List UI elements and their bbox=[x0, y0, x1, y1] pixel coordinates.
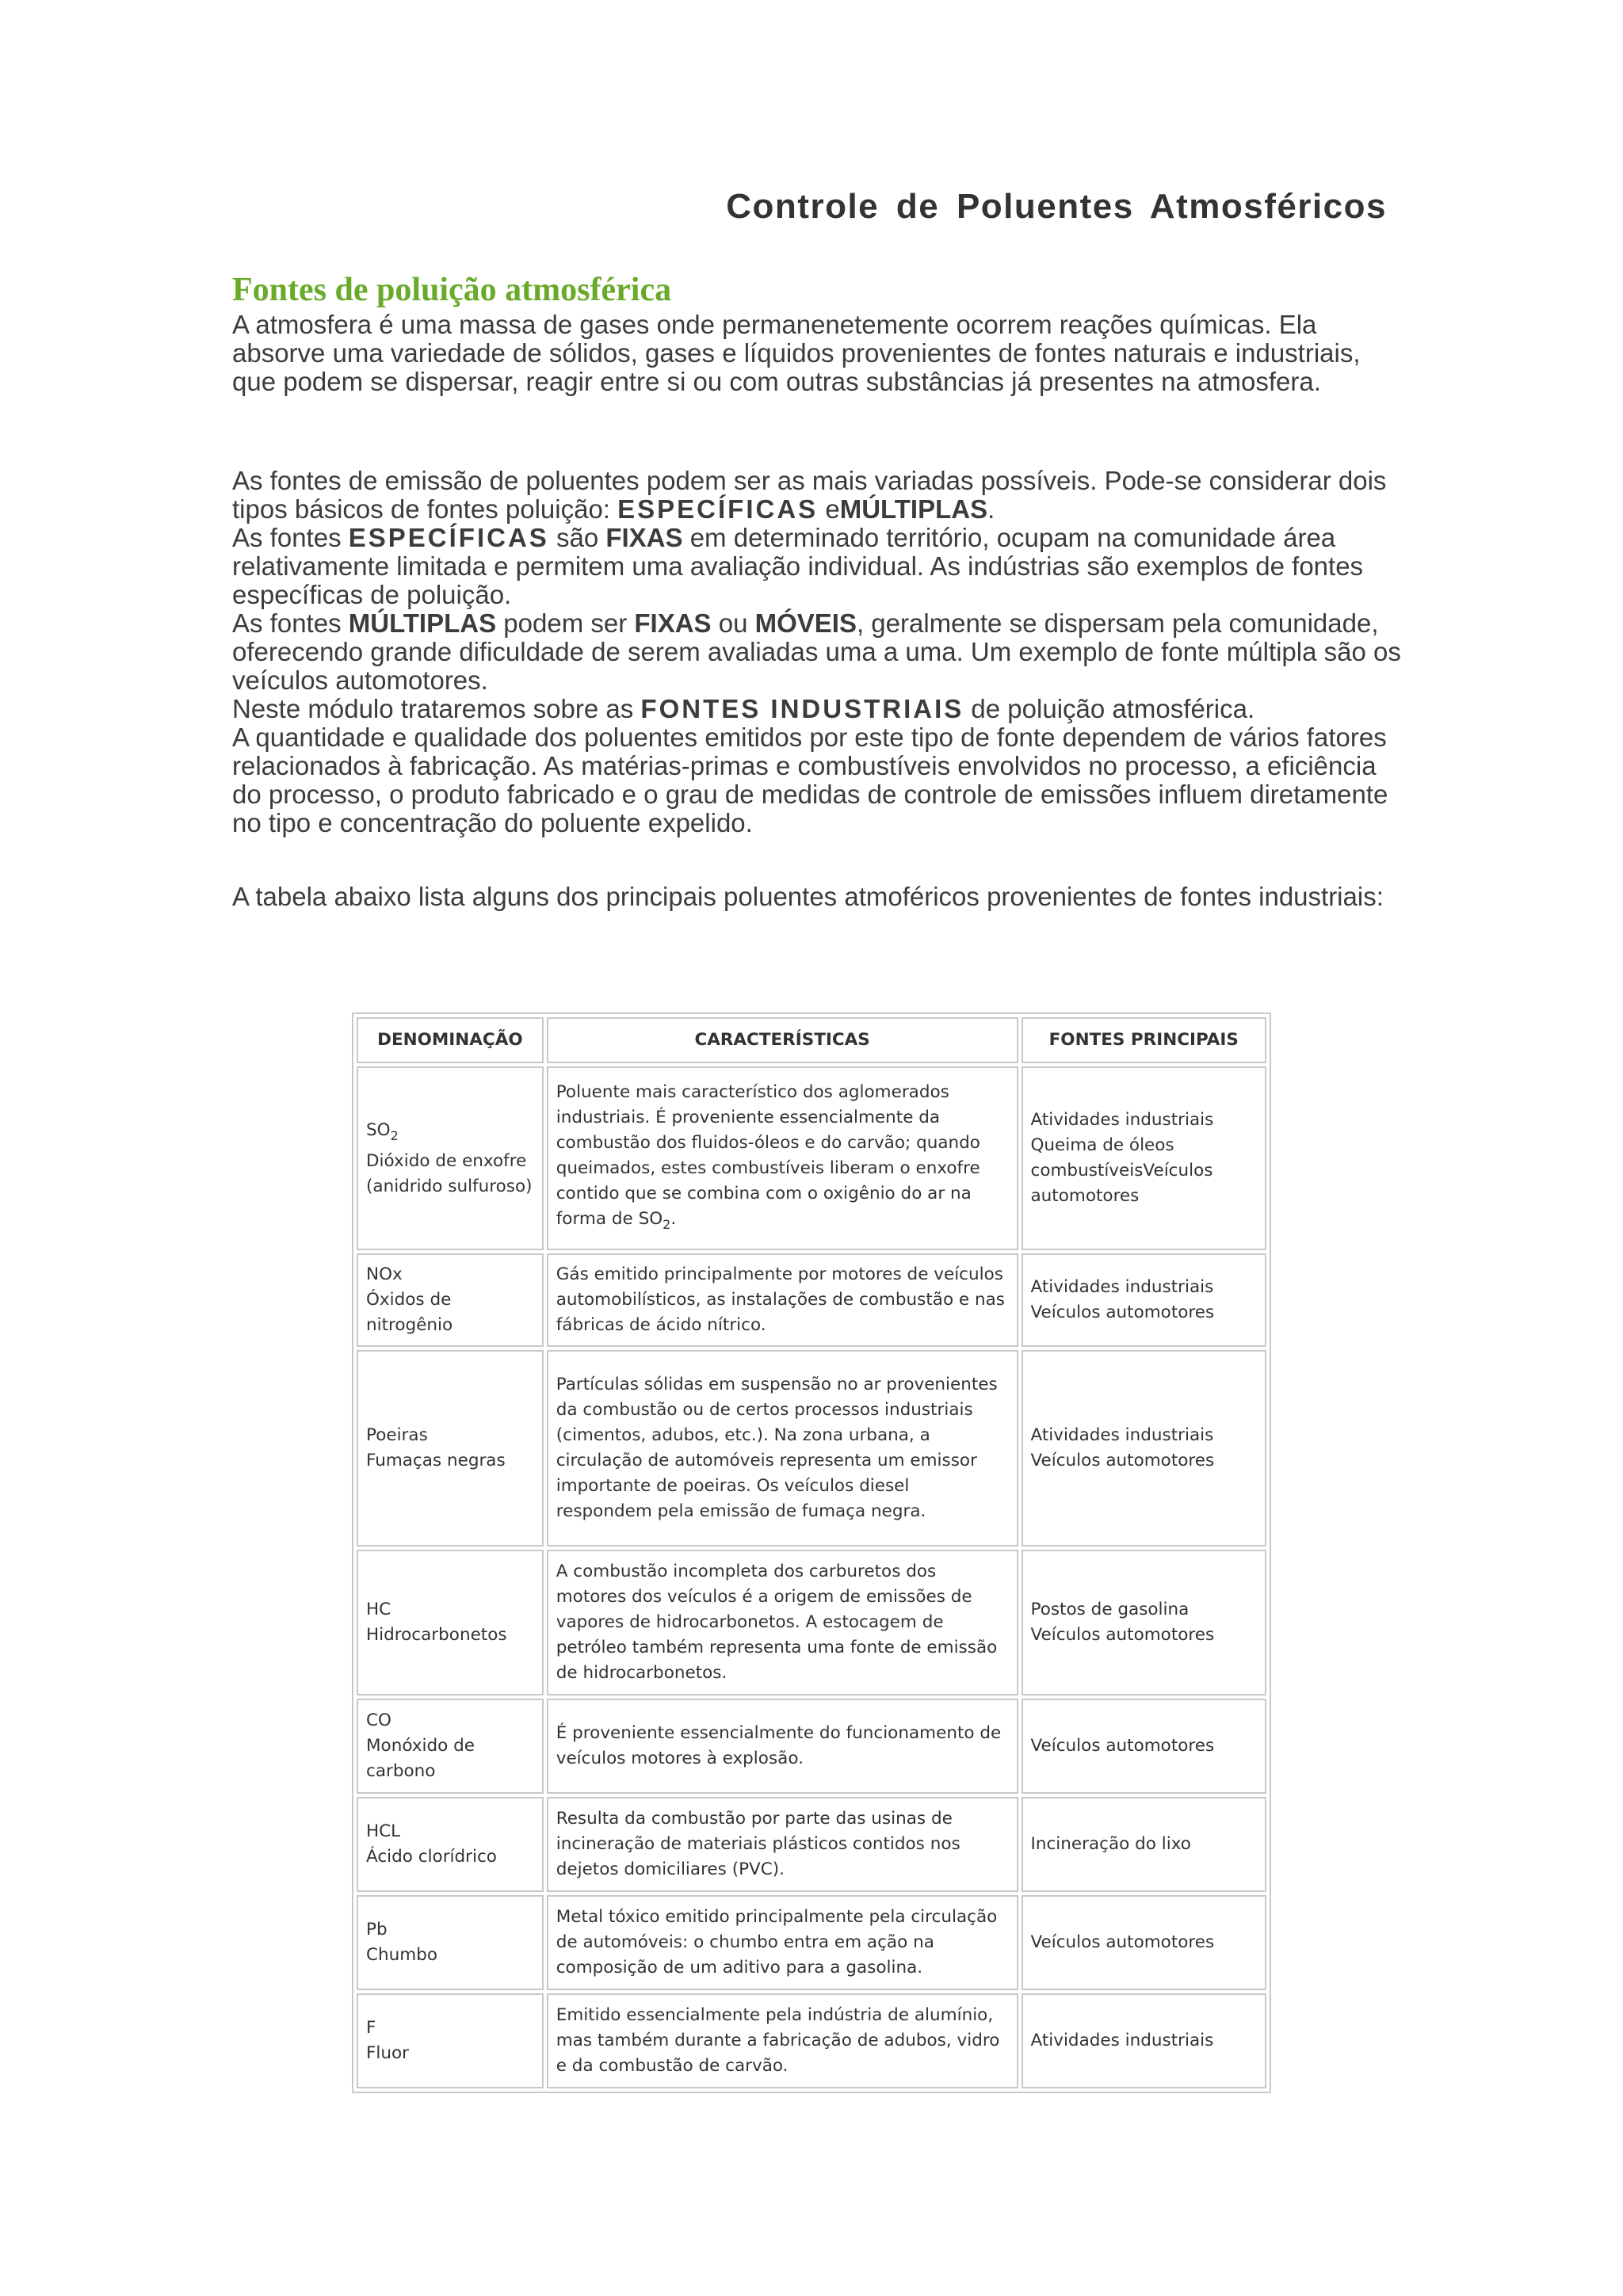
text-span: e bbox=[818, 494, 840, 524]
cell-denominacao bbox=[357, 1066, 544, 1250]
source: Postos de gasolina bbox=[1030, 1600, 1190, 1619]
keyword-multiplas: MÚLTIPLAS bbox=[839, 494, 988, 524]
table-intro bbox=[232, 883, 1401, 911]
paragraph-types bbox=[232, 467, 1401, 524]
keyword-especificas: ESPECÍFICAS bbox=[348, 523, 549, 552]
source: Veículos automotores bbox=[1030, 1451, 1215, 1470]
keyword-fontes-industriais: FONTES INDUSTRIAIS bbox=[640, 694, 964, 723]
keyword-fixas: FIXAS bbox=[634, 608, 712, 638]
cell-fontes bbox=[1022, 1350, 1267, 1547]
table-row bbox=[357, 1993, 1266, 2088]
source: Veículos automotores bbox=[1030, 1302, 1215, 1322]
cell-fontes bbox=[1022, 1253, 1267, 1347]
source: Atividades industriais bbox=[1030, 1425, 1214, 1445]
cell-caracteristicas bbox=[547, 1066, 1018, 1250]
formula: HC bbox=[366, 1600, 391, 1619]
pollutants-table-wrapper bbox=[352, 1013, 1271, 2093]
table-row bbox=[357, 1253, 1266, 1347]
pollutant-name: Óxidos de nitrogênio bbox=[366, 1290, 453, 1335]
cell-caracteristicas: Partículas sólidas em suspensão no ar provenientes da combustão ou de certos processos industriais (cimentos, adubos, etc.). Na zona urbana, a circulação de automóveis representa um emissor importante de poeiras. Os veículos diesel respondem pela emissão de fumaça negra. bbox=[547, 1350, 1018, 1547]
paragraph-industriais bbox=[232, 695, 1401, 723]
source: Incineração do lixo bbox=[1030, 1834, 1191, 1854]
formula: Poeiras bbox=[366, 1425, 428, 1445]
source: Veículos automotores bbox=[1030, 1736, 1215, 1756]
table-row bbox=[357, 1797, 1266, 1892]
table-row bbox=[357, 1895, 1266, 1990]
source: Atividades industriais bbox=[1030, 2031, 1214, 2050]
formula: CO bbox=[366, 1711, 391, 1730]
formula-subscript: 2 bbox=[390, 1127, 399, 1143]
text-span: ou bbox=[711, 608, 755, 638]
header-caracteristicas: CARACTERÍSTICAS bbox=[547, 1017, 1018, 1063]
pollutant-name: Fumaças negras bbox=[366, 1451, 506, 1470]
source: Atividades industriais bbox=[1030, 1277, 1214, 1297]
text-span: são bbox=[548, 523, 606, 552]
table-row bbox=[357, 1699, 1266, 1794]
cell-caracteristicas: A combustão incompleta dos carburetos dos motores dos veículos é a origem de emissões de vapores de hidrocarbonetos. A estocagem de petróleo também representa uma fonte de emissão de hidrocarbonetos. bbox=[547, 1550, 1018, 1695]
cell-caracteristicas: Resulta da combustão por parte das usinas de incineração de materiais plásticos contidos nos dejetos domiciliares (PVC). bbox=[547, 1797, 1018, 1892]
text-span: Neste módulo trataremos sobre as bbox=[232, 694, 641, 723]
page-title: Controle de Poluentes Atmosféricos bbox=[726, 187, 1387, 226]
keyword-especificas: ESPECÍFICAS bbox=[617, 494, 819, 524]
table-row bbox=[357, 1066, 1266, 1250]
text-span: de poluição atmosférica. bbox=[964, 694, 1255, 723]
pollutant-name: Monóxido de carbono bbox=[366, 1736, 475, 1781]
paragraph-multiplas bbox=[232, 609, 1401, 695]
cell-fontes bbox=[1022, 1066, 1267, 1250]
text-span: em determinado território, ocupam na comunidade área relativamente limitada e permitem uma avaliação individual. As indústrias são exemplos de fontes específicas de poluição. bbox=[232, 523, 1364, 609]
paragraph-quantidade: A quantidade e qualidade dos poluentes emitidos por este tipo de fonte dependem de vários fatores relacionados à fabricação. As matérias-primas e combustíveis envolvidos no processo, a eficiência do processo, o produto fabricado e o grau de medidas de controle de emissões influem diretamente no tipo e concentração do poluente expelido. bbox=[232, 723, 1388, 837]
description-subscript: 2 bbox=[663, 1216, 671, 1232]
source: Queima de óleos combustíveisVeículos automotores bbox=[1030, 1135, 1213, 1206]
cell-caracteristicas: Emitido essencialmente pela indústria de alumínio, mas também durante a fabricação de adubos, vidro e da combustão de carvão. bbox=[547, 1993, 1018, 2088]
pollutant-name: Chumbo bbox=[366, 1945, 438, 1965]
source: Veículos automotores bbox=[1030, 1625, 1215, 1645]
intro-paragraph bbox=[232, 311, 1401, 396]
header-denominacao: DENOMINAÇÃO bbox=[357, 1017, 544, 1063]
cell-denominacao bbox=[357, 1550, 544, 1695]
cell-caracteristicas: É proveniente essencialmente do funcionamento de veículos motores à explosão. bbox=[547, 1699, 1018, 1794]
formula: F bbox=[366, 2018, 376, 2038]
cell-fontes bbox=[1022, 1699, 1267, 1794]
cell-denominacao bbox=[357, 1253, 544, 1347]
source: Veículos automotores bbox=[1030, 1932, 1215, 1952]
text-span: podem ser bbox=[496, 608, 635, 638]
keyword-fixas: FIXAS bbox=[605, 523, 683, 552]
formula: NOx bbox=[366, 1264, 403, 1284]
cell-denominacao bbox=[357, 1699, 544, 1794]
pollutant-name: Fluor bbox=[366, 2043, 409, 2063]
cell-caracteristicas: Metal tóxico emitido principalmente pela circulação de automóveis: o chumbo entra em ação na composição de um aditivo para a gasolina. bbox=[547, 1895, 1018, 1990]
cell-denominacao bbox=[357, 1797, 544, 1892]
table-header-row bbox=[357, 1017, 1266, 1063]
table-row bbox=[357, 1350, 1266, 1547]
intro-text: A atmosfera é uma massa de gases onde permanenetemente ocorrem reações químicas. Ela absorve uma variedade de sólidos, gases e líquidos provenientes de fontes naturais e industriais, que podem se dispersar, reagir entre si ou com outras substâncias já presentes na atmosfera. bbox=[232, 310, 1361, 396]
table-row bbox=[357, 1550, 1266, 1695]
formula: HCL bbox=[366, 1821, 401, 1841]
cell-denominacao bbox=[357, 1895, 544, 1990]
text-span: , geralmente se dispersam pela comunidade, oferecendo grande dificuldade de serem avaliadas uma a uma. Um exemplo de fonte múltipla são os veículos automotores. bbox=[232, 608, 1401, 695]
sources-section bbox=[232, 467, 1401, 837]
keyword-multiplas: MÚLTIPLAS bbox=[348, 608, 497, 638]
pollutant-name: Dióxido de enxofre (anidrido sulfuroso) bbox=[366, 1150, 533, 1196]
formula: Pb bbox=[366, 1920, 388, 1939]
cell-denominacao bbox=[357, 1993, 544, 2088]
keyword-moveis: MÓVEIS bbox=[754, 608, 857, 638]
cell-caracteristicas: Gás emitido principalmente por motores de veículos automobilísticos, as instalações de combustão e nas fábricas de ácido nítrico. bbox=[547, 1253, 1018, 1347]
source: Atividades industriais bbox=[1030, 1110, 1214, 1130]
text-span: . bbox=[987, 494, 995, 524]
pollutant-name: Ácido clorídrico bbox=[366, 1847, 497, 1867]
description: Poluente mais característico dos aglomerados industriais. É proveniente essencialmente da combustão dos fluidos-óleos e do carvão; quando queimados, estes combustíveis liberam o enxofre contido que se combina com o oxigênio do ar na forma de SO bbox=[556, 1081, 980, 1229]
formula: SO bbox=[366, 1119, 391, 1140]
text-span: As fontes bbox=[232, 608, 349, 638]
header-fontes: FONTES PRINCIPAIS bbox=[1022, 1017, 1267, 1063]
cell-fontes bbox=[1022, 1797, 1267, 1892]
pollutants-table bbox=[352, 1013, 1271, 2093]
cell-fontes bbox=[1022, 1895, 1267, 1990]
cell-denominacao bbox=[357, 1350, 544, 1547]
paragraph-especificas bbox=[232, 524, 1401, 609]
text-span: As fontes bbox=[232, 523, 349, 552]
description-end: . bbox=[670, 1208, 677, 1229]
pollutant-name: Hidrocarbonetos bbox=[366, 1625, 507, 1645]
cell-fontes bbox=[1022, 1993, 1267, 2088]
table-intro-text: A tabela abaixo lista alguns dos principais poluentes atmoféricos provenientes de fontes industriais: bbox=[232, 882, 1384, 911]
cell-fontes bbox=[1022, 1550, 1267, 1695]
section-heading: Fontes de poluição atmosférica bbox=[232, 272, 672, 308]
text-span: As fontes de emissão de poluentes podem ser as mais variadas possíveis. Pode-se considerar dois tipos básicos de fontes poluição: bbox=[232, 466, 1387, 524]
